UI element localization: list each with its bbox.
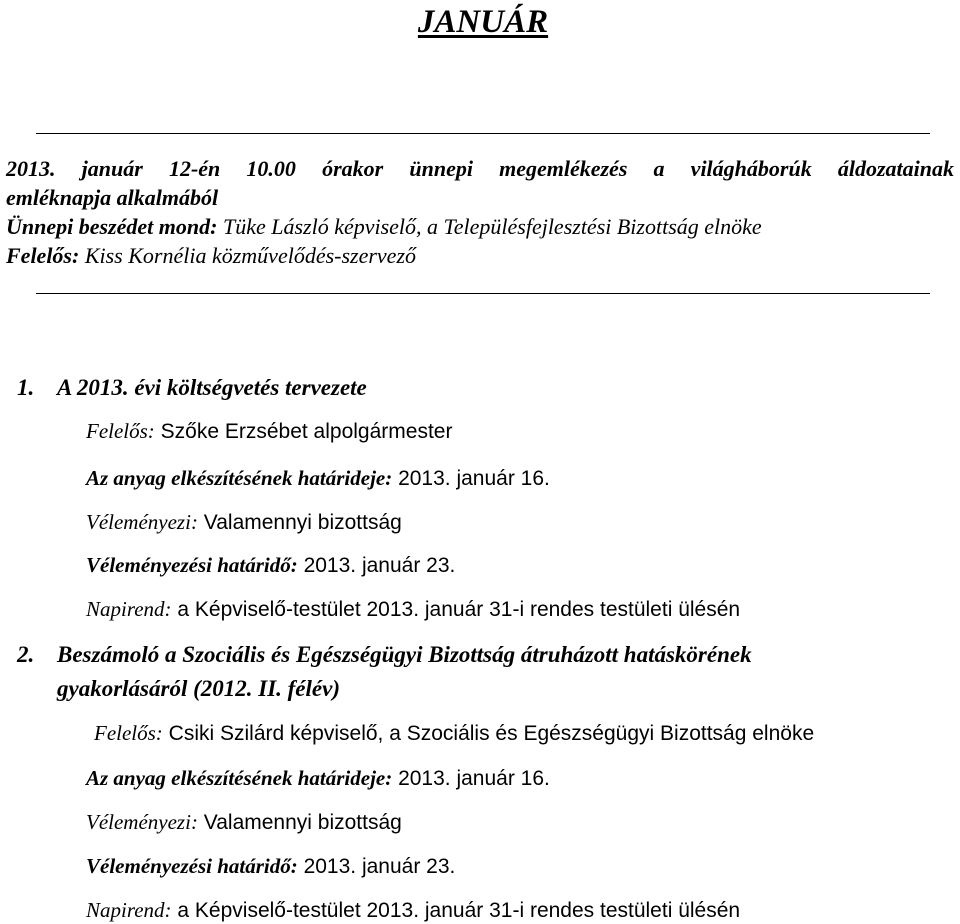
item-1-deadline: [86, 465, 550, 492]
field-label: Véleményezési határidő:: [86, 854, 298, 878]
item-1-responsible: [86, 418, 452, 445]
field-label: Napirend:: [86, 597, 172, 621]
item-2-agenda: [86, 897, 740, 924]
agenda-item-number: 2.: [17, 642, 35, 667]
agenda-item-title-line-1: Beszámoló a Szociális és Egészségügyi Bizottság átruházott hatáskörének: [57, 642, 752, 667]
agenda-item-title-line-2: gyakorlásáról (2012. II. félév): [57, 676, 340, 701]
divider-bottom: [36, 293, 930, 294]
item-2-review-deadline: [86, 853, 455, 880]
agenda-item-number: 1.: [17, 375, 35, 400]
intro-block: [6, 154, 954, 270]
intro-responsible: [6, 241, 954, 270]
field-value: Valamennyi bizottság: [197, 511, 402, 534]
divider-top: [36, 133, 930, 134]
field-label: Napirend:: [86, 898, 172, 922]
field-value: 2013. január 23.: [297, 855, 456, 878]
item-2-responsible: [94, 720, 814, 747]
field-label: Véleményezi:: [86, 510, 198, 534]
field-value: 2013. január 16.: [392, 767, 550, 790]
field-label: Véleményezi:: [86, 810, 198, 834]
intro-speech: [6, 212, 954, 241]
agenda-item-title: A 2013. évi költségvetés tervezete: [57, 375, 367, 400]
item-1-agenda: [86, 596, 740, 623]
item-2-reviewer: [86, 809, 402, 836]
field-label: Az anyag elkészítésének határideje:: [86, 466, 393, 490]
field-value: a Képviselő-testület 2013. január 31-i rendes testületi ülésén: [171, 598, 741, 621]
field-label: Felelős:: [86, 419, 155, 443]
responsible-value: Kiss Kornélia közművelődés-szervező: [79, 243, 417, 268]
item-1-reviewer: [86, 509, 402, 536]
field-label: Az anyag elkészítésének határideje:: [86, 766, 393, 790]
field-value: 2013. január 23.: [297, 554, 456, 577]
field-value: Valamennyi bizottság: [197, 811, 402, 834]
responsible-label: Felelős:: [6, 243, 80, 268]
speech-label: Ünnepi beszédet mond:: [6, 214, 218, 239]
field-value: 2013. január 16.: [392, 467, 550, 490]
item-1-review-deadline: [86, 552, 455, 579]
field-value: Csiki Szilárd képviselő, a Szociális és Egészségügyi Bizottság elnöke: [162, 722, 815, 745]
intro-line-2: emléknapja alkalmából: [6, 185, 219, 210]
field-value: Szőke Erzsébet alpolgármester: [154, 420, 453, 443]
field-label: Felelős:: [94, 721, 163, 745]
field-value: a Képviselő-testület 2013. január 31-i rendes testületi ülésén: [171, 899, 741, 922]
intro-line-1: 2013. január 12-én 10.00 órakor ünnepi megemlékezés a világháborúk áldozatainak: [6, 156, 954, 181]
item-2-deadline: [86, 765, 550, 792]
page-title: JANUÁR: [417, 4, 549, 40]
speech-value: Tüke László képviselő, a Településfejlesztési Bizottság elnöke: [217, 214, 762, 239]
field-label: Véleményezési határidő:: [86, 553, 298, 577]
